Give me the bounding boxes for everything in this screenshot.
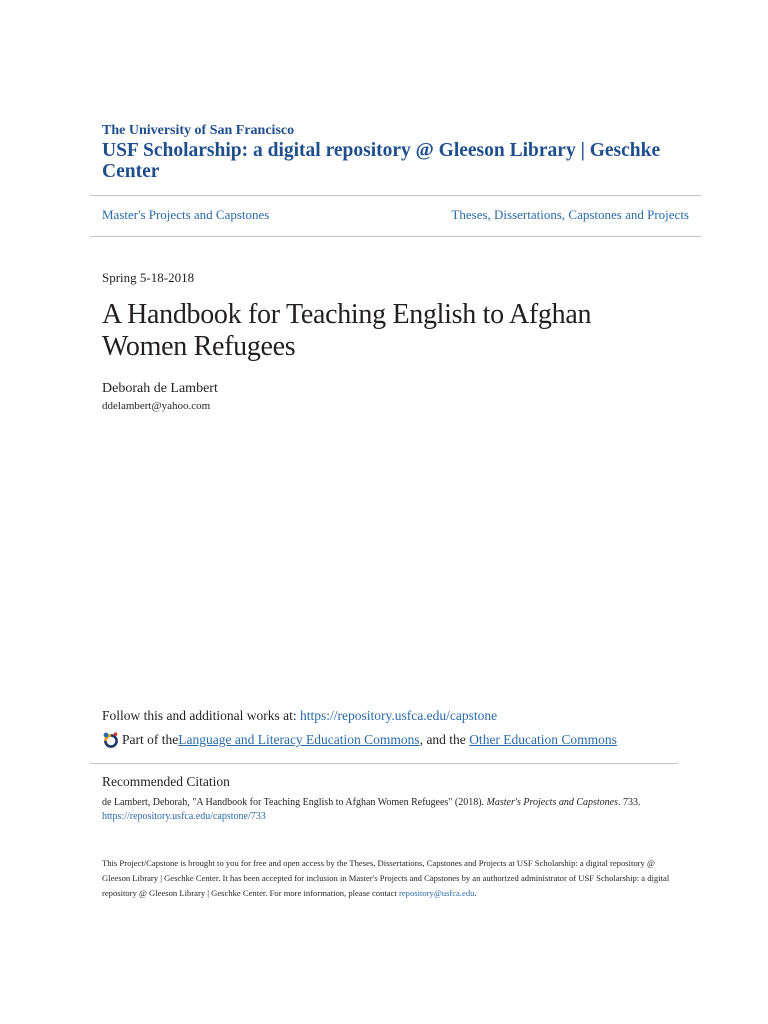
part-of-middle: , and the: [419, 732, 470, 747]
university-name: The University of San Francisco: [102, 123, 295, 138]
citation-heading: Recommended Citation: [102, 774, 230, 789]
citation-number: . 733.: [618, 797, 641, 808]
follow-line: [102, 708, 497, 724]
other-education-commons-link[interactable]: Other Education Commons: [469, 732, 617, 747]
author-email: ddelambert@yahoo.com: [102, 400, 211, 412]
divider-nav: [90, 236, 701, 237]
part-of-prefix: Part of the: [122, 732, 179, 747]
repository-title[interactable]: USF Scholarship: a digital repository @ Gleeson Library | Geschke Center: [102, 140, 661, 182]
citation-series: Master's Projects and Capstones: [486, 797, 619, 808]
follow-prefix: Follow this and additional works at:: [102, 708, 300, 723]
author-name: Deborah de Lambert: [102, 381, 218, 396]
disclaimer-end: .: [474, 888, 477, 898]
citation-text: [102, 797, 641, 808]
part-of-line: [102, 731, 617, 749]
disclaimer-text: [102, 856, 672, 901]
capstone-collection-link[interactable]: https://repository.usfca.edu/capstone: [300, 708, 498, 723]
citation-url-link[interactable]: https://repository.usfca.edu/capstone/733: [102, 811, 266, 822]
citation-body: de Lambert, Deborah, "A Handbook for Teaching English to Afghan Women Refugees" (2018).: [102, 797, 487, 808]
document-title: A Handbook for Teaching English to Afghan Women Refugees: [102, 299, 592, 362]
disclaimer-body: This Project/Capstone is brought to you for free and open access by the Theses, Dissertations, Capstones and Projects at USF Scholarship: a digital repository @ Gleeson Library | Geschke Center. It has been accepted for inclusion in Master's Projects and Capstones by an authorized administrator of USF Scholarship: a digital repository @ Gleeson Library | Geschke Center. For more information, please contact: [102, 858, 670, 898]
masters-projects-link[interactable]: Master's Projects and Capstones: [102, 207, 270, 222]
divider-top: [90, 195, 701, 196]
contact-email-link[interactable]: repository@usfca.edu: [398, 888, 475, 898]
publication-date: Spring 5-18-2018: [102, 270, 195, 285]
theses-dissertations-link[interactable]: Theses, Dissertations, Capstones and Projects: [451, 207, 689, 222]
network-icon: [102, 731, 120, 749]
divider-citation: [90, 763, 678, 764]
language-literacy-commons-link[interactable]: Language and Literacy Education Commons: [178, 732, 420, 747]
